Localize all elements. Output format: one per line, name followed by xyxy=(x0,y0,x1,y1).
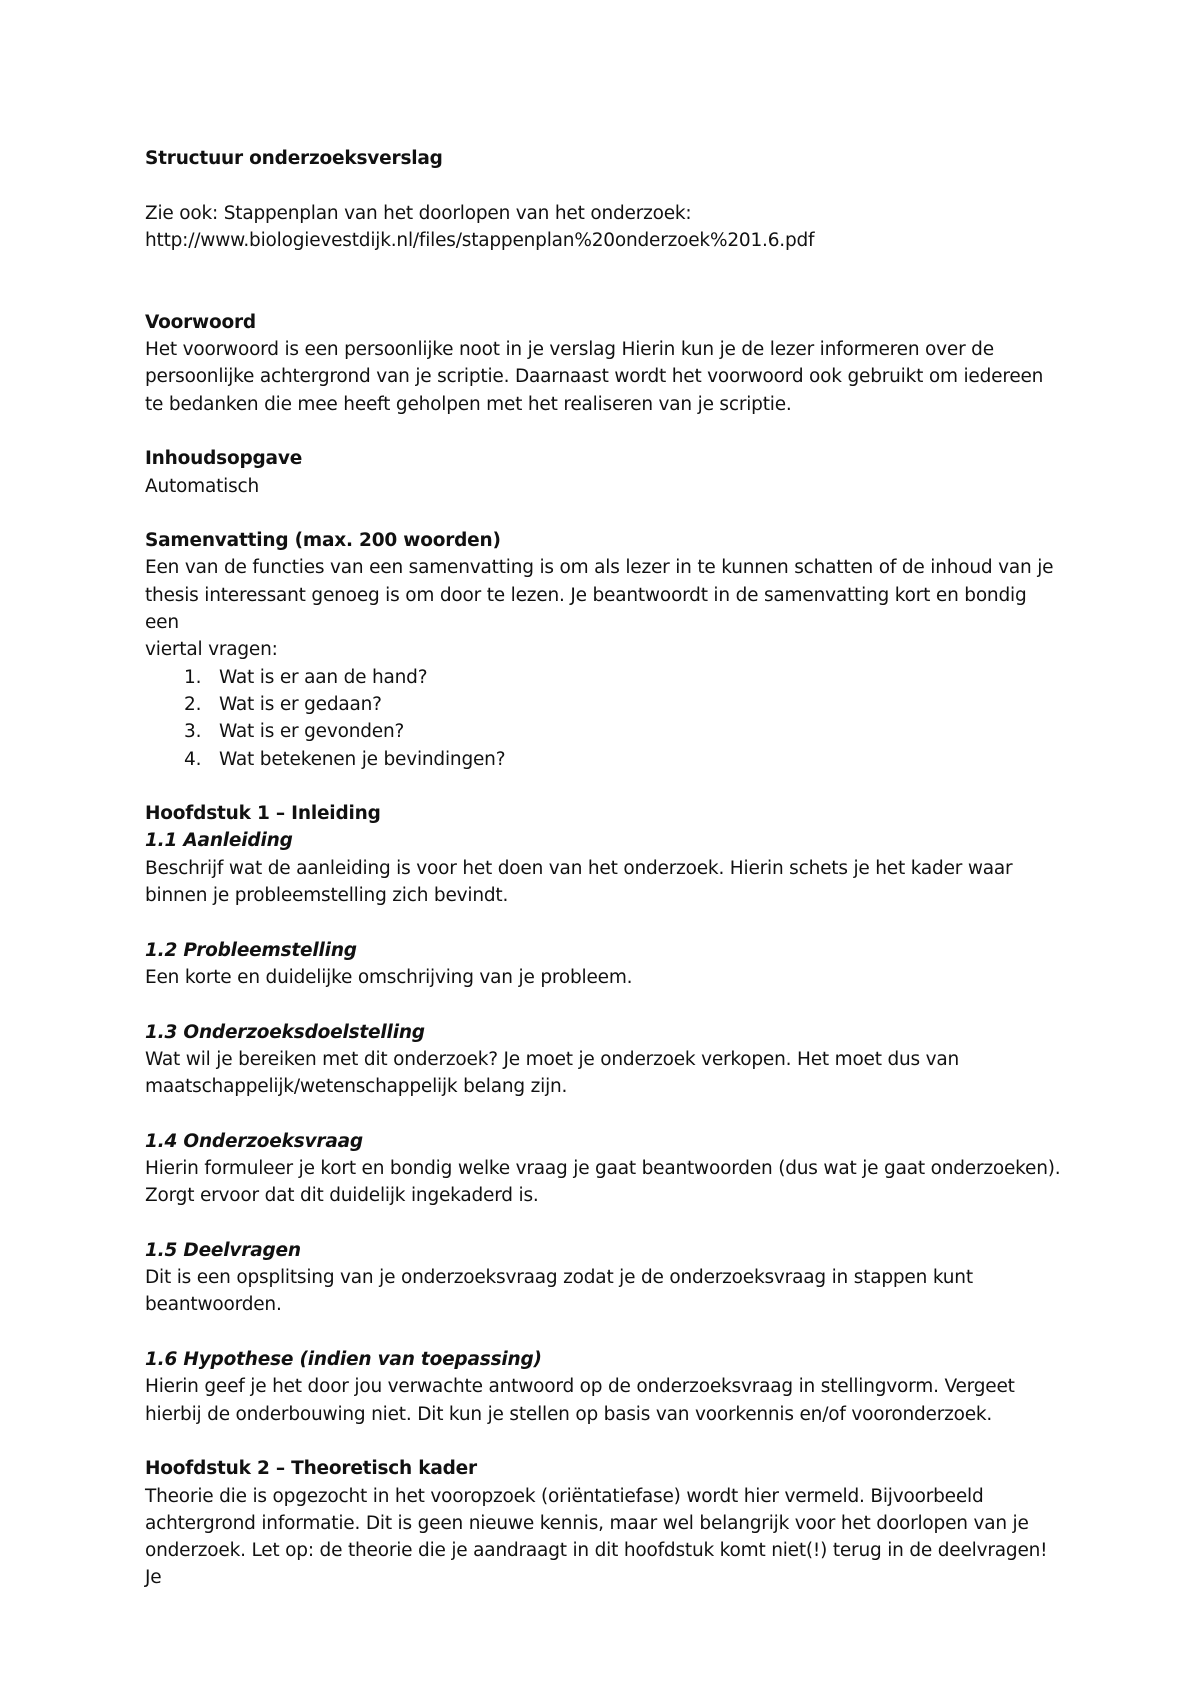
list-item xyxy=(145,691,1065,718)
heading-1-5: 1.5 Deelvragen xyxy=(145,1239,301,1261)
hoofdstuk-2-line: Theorie die is opgezocht in het vooropzoek (oriëntatiefase) wordt hier vermeld. Bijvoorbeeld xyxy=(145,1485,984,1507)
document-page xyxy=(145,145,1065,1592)
hoofdstuk-2-line: onderzoek. Let op: de theorie die je aandraagt in dit hoofdstuk komt niet(!) terug in de deelvragen! Je xyxy=(145,1540,1048,1589)
section-1-6-line: Hierin geef je het door jou verwachte antwoord op de onderzoeksvraag in stellingvorm. Vergeet xyxy=(145,1376,1015,1398)
see-also-url[interactable]: http://www.biologievestdijk.nl/files/stappenplan%20onderzoek%201.6.pdf xyxy=(145,229,815,251)
see-also-line: Zie ook: Stappenplan van het doorlopen van het onderzoek: xyxy=(145,202,692,224)
section-1-2-line: Een korte en duidelijke omschrijving van je probleem. xyxy=(145,966,633,988)
section-1-1-line: Beschrijf wat de aanleiding is voor het doen van het onderzoek. Hierin schets je het kader waar xyxy=(145,857,1013,879)
section-1-5-line: beantwoorden. xyxy=(145,1294,282,1316)
samenvatting-line: viertal vragen: xyxy=(145,639,278,661)
question-list xyxy=(145,664,1065,773)
section-1-6-line: hierbij de onderbouwing niet. Dit kun je stellen op basis van voorkennis en/of vooronderzoek. xyxy=(145,1403,993,1425)
voorwoord-line: Het voorwoord is een persoonlijke noot in je verslag Hierin kun je de lezer informeren over de xyxy=(145,339,994,361)
list-item-text: Wat is er gevonden? xyxy=(219,721,405,743)
list-item-number: 3. xyxy=(184,721,202,743)
section-1-1-line: binnen je probleemstelling zich bevindt. xyxy=(145,885,509,907)
heading-voorwoord: Voorwoord xyxy=(145,311,256,333)
section-1-4-line: Hierin formuleer je kort en bondig welke vraag je gaat beantwoorden (dus wat je gaat onderzoeken). xyxy=(145,1157,1061,1179)
samenvatting-line: Een van de functies van een samenvatting is om als lezer in te kunnen schatten of de inhoud van je xyxy=(145,557,1054,579)
heading-1-6: 1.6 Hypothese (indien van toepassing) xyxy=(145,1349,542,1371)
list-item-number: 1. xyxy=(184,666,202,688)
heading-hoofdstuk-1: Hoofdstuk 1 – Inleiding xyxy=(145,803,381,825)
heading-1-4: 1.4 Onderzoeksvraag xyxy=(145,1130,363,1152)
section-1-3-line: Wat wil je bereiken met dit onderzoek? Je moet je onderzoek verkopen. Het moet dus van xyxy=(145,1048,960,1070)
section-1-3-line: maatschappelijk/wetenschappelijk belang zijn. xyxy=(145,1076,568,1098)
section-1-4-line: Zorgt ervoor dat dit duidelijk ingekaderd is. xyxy=(145,1185,539,1207)
heading-inhoudsopgave: Inhoudsopgave xyxy=(145,448,303,470)
list-item-text: Wat betekenen je bevindingen? xyxy=(219,748,506,770)
heading-1-1: 1.1 Aanleiding xyxy=(145,830,293,852)
list-item-text: Wat is er gedaan? xyxy=(219,693,382,715)
voorwoord-line: persoonlijke achtergrond van je scriptie. Daarnaast wordt het voorwoord ook gebruikt om iedereen xyxy=(145,366,1044,388)
list-item xyxy=(145,664,1065,691)
heading-1-2: 1.2 Probleemstelling xyxy=(145,939,357,961)
list-item-number: 2. xyxy=(184,693,202,715)
heading-hoofdstuk-2: Hoofdstuk 2 – Theoretisch kader xyxy=(145,1458,477,1480)
heading-samenvatting: Samenvatting (max. 200 woorden) xyxy=(145,530,501,552)
list-item-number: 4. xyxy=(184,748,202,770)
voorwoord-line: te bedanken die mee heeft geholpen met het realiseren van je scriptie. xyxy=(145,393,792,415)
inhoudsopgave-text: Automatisch xyxy=(145,475,260,497)
samenvatting-line: thesis interessant genoeg is om door te lezen. Je beantwoordt in de samenvatting kort en bondig een xyxy=(145,584,1027,634)
document-title: Structuur onderzoeksverslag xyxy=(145,148,443,169)
list-item xyxy=(145,718,1065,745)
hoofdstuk-2-line: achtergrond informatie. Dit is geen nieuwe kennis, maar wel belangrijk voor het doorlopen van je xyxy=(145,1512,1029,1534)
heading-1-3: 1.3 Onderzoeksdoelstelling xyxy=(145,1021,425,1043)
section-1-5-line: Dit is een opsplitsing van je onderzoeksvraag zodat je de onderzoeksvraag in stappen kunt xyxy=(145,1267,973,1289)
list-item-text: Wat is er aan de hand? xyxy=(219,666,428,688)
list-item xyxy=(145,746,1065,773)
